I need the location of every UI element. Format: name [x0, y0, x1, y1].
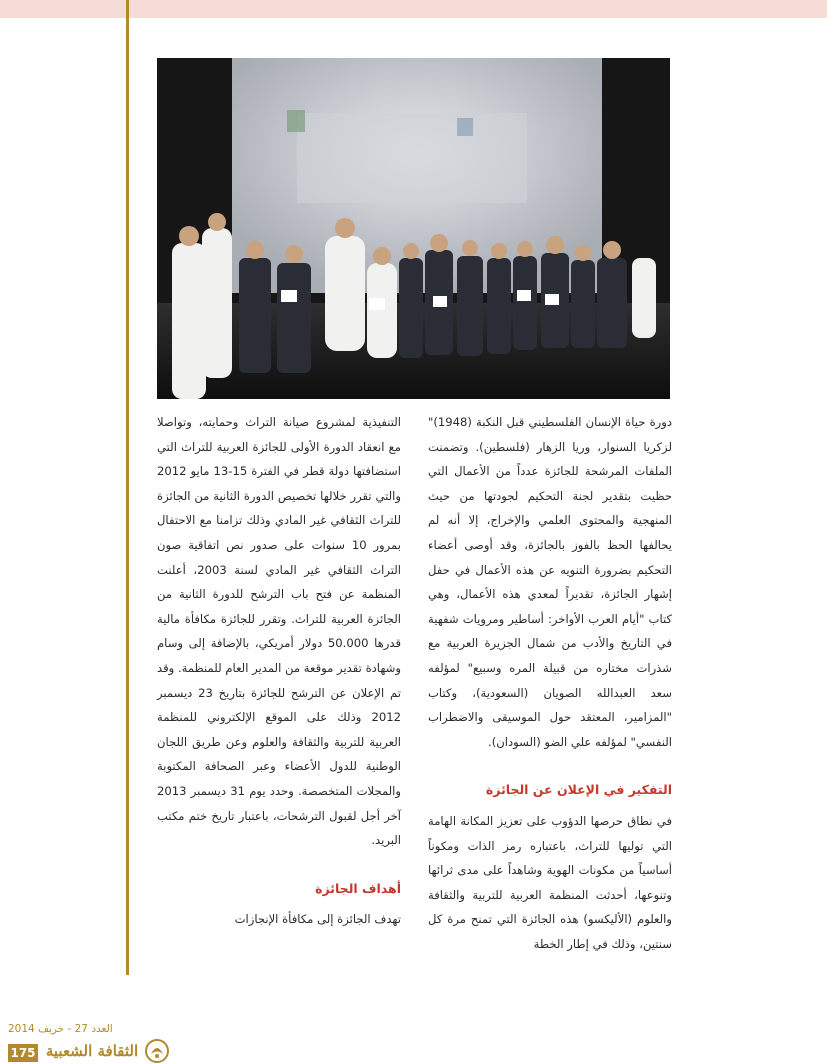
photo-awards-ceremony — [157, 58, 670, 399]
left-paragraph-1: التنفيذية لمشروع صيانة التراث وحمايته، وتواصلا مع انعقاد الدورة الأولى للجائزة العربية للتراث التي استضافتها دولة قطر في الفترة 15-13 مايو 2012 والتي تقرر خلالها تخصيص الدورة الثانية من الجائزة للتراث الثقافي غير المادي وذلك تزامنا مع الاحتفال بمرور 10 سنوات على صدور نص اتفاقية صون التراث الثقافي غير المادي لسنة 2003، أعلنت المنظمة عن فتح باب الترشح للدورة الثانية من الجائزة العربية للتراث. وتقرر للجائزة مكافأة مالية قدرها 50.000 دولار أمريكي، بالإضافة إلى وسام وشهادة تقدير موقعة من المدير العام للمنظمة. وقد تم الإعلان عن الترشح للجائزة بتاريخ 23 ديسمبر 2012 وذلك على الموقع الإلكتروني للمنظمة العربية للتربية والثقافة والعلوم وعن طريق اللجان الوطنية للدول الأعضاء وعبر الصحافة المكتوبة والمجلات المتخصصة. وحدد يوم 31 ديسمبر 2013 آخر أجل لقبول الترشحات، باعتبار تاريخ ختم مكتب البريد. — [157, 415, 401, 848]
issue-info: العدد 27 - خريف 2014 — [8, 1023, 113, 1035]
right-paragraph-1: دورة حياة الإنسان الفلسطيني قبل النكبة (1948)" لزكريا السنوار، وريا الزهار (فلسطين). وتضمنت الملفات المرشحة للجائزة عدداً من الأعمال التي حظيت بتقدير لجنة التحكيم لجودتها من حيث المنهجية والمحتوى العلمي والإخراج، إلا أنه لم يحالفها الحظ بالفوز بالجائزة، وقد أوصى أعضاء التحكيم بضرورة التنويه عن هذه الأعمال في حفل إشهار الجائزة، تقديراً لمعدي هذه الأعمال، وهي كتاب "أيام العرب الأواخر: أساطير ومرويات شفهية في التاريخ والأدب من شمال الجزيرة العربية مع شذرات مختاره من قبيلة المره وسبيع" لمؤلفه سعد العبدالله الصويان (السعودية)، وكتاب "المزامير، المعتقد حول الموسيقى والاضطراب النفسي" لمؤلفه علي الضو (السودان). — [428, 415, 672, 749]
left-paragraph-2: تهدف الجائزة إلى مكافأة الإنجازات — [234, 912, 401, 927]
magazine-title: الثقافة الشعبية — [45, 1042, 139, 1060]
right-paragraph-2: في نطاق حرصها الدؤوب على تعزيز المكانة الهامة التي توليها للتراث، باعتباره رمز الذات ومكوناً أساسياً من مكونات الهوية وشاهداً على مدى ثرائها وتنوعها، أحدثت المنظمة العربية للتربية والثقافة والعلوم (الأليكسو) هذه الجائزة التي تمنح مرة كل سنتين، وذلك في إطار الخطة — [428, 813, 672, 951]
margin-gold-rule — [126, 0, 129, 975]
text-column-right — [428, 410, 672, 956]
top-decorative-band — [0, 0, 827, 18]
text-column-left — [157, 410, 401, 932]
magazine-logo-icon — [144, 1038, 170, 1064]
section-heading-objectives: أهداف الجائزة — [315, 880, 401, 896]
page-number: 175 — [8, 1044, 38, 1062]
section-heading-announcement: التفكير في الإعلان عن الجائزة — [485, 782, 672, 798]
